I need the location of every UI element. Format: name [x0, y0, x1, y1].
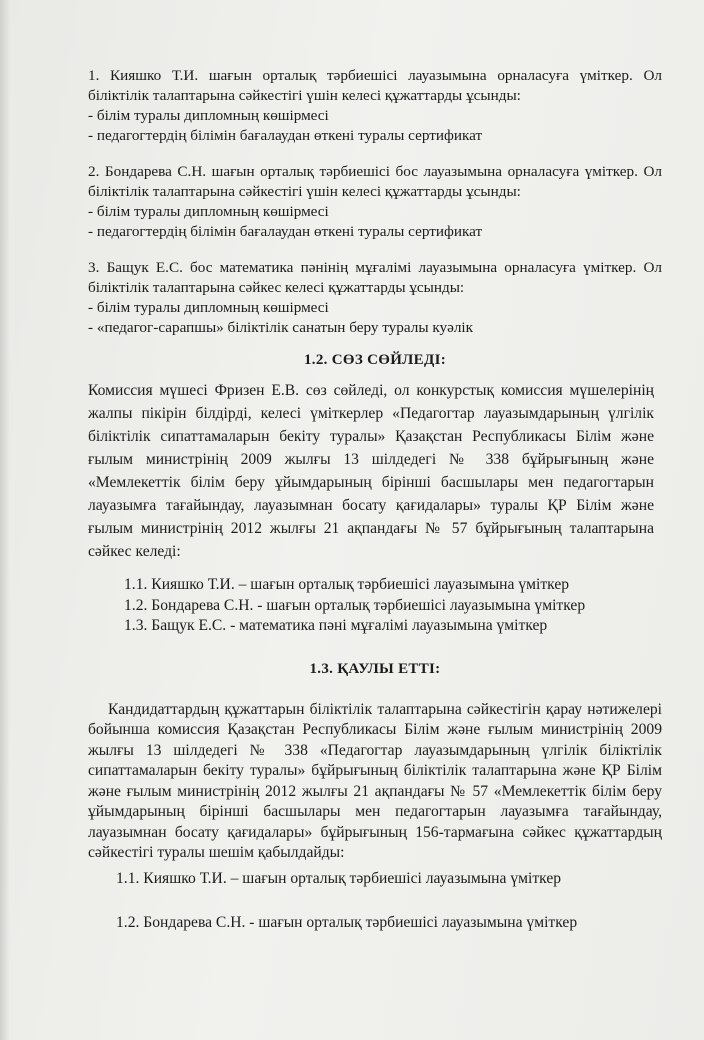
speech-paragraph: Комиссия мүшесі Фризен Е.В. сөз сөйледі, ол конкурстық комиссия мүшелерінің жалпы пікірін білдірді, келесі үміткерлер «Педагогтар лауазымдарының үлгілік біліктілік сипаттамаларын бекіту туралы» Қазақстан Республикасы Білім және ғылым министрінің 2009 жылғы 13 шілдедегі № 338 бұйрығының және «Мемлекеттік білім беру ұйымдарының бірінші басшылары мен педагогтарын лауазымға тағайындау, лауазымнан босату қағидалары» туралы ҚР Білім және ғылым министрінің 2012 жылғы 21 ақпандағы № 57 бұйрығының талаптарына сәйкес келеді: — [88, 382, 654, 560]
document-item: - білім туралы дипломның көшірмесі — [88, 203, 329, 220]
document-item: - педагогтердің білімін бағалаудан өткені туралы сертификат — [88, 223, 483, 240]
document-item: - білім туралы дипломның көшірмесі — [88, 107, 329, 124]
document-item: - педагогтердің білімін бағалаудан өткені туралы сертификат — [88, 127, 483, 144]
list-item: 1.1. Кияшко Т.И. – шағын орталық тәрбиешісі лауазымына үміткер — [124, 576, 570, 593]
candidate-intro: 1. Кияшко Т.И. шағын орталық тәрбиешісі лауазымына орналасуға үміткер. Ол біліктілік талаптарына сәйкестігі үшін келесі құжаттарды ұсынды: — [88, 67, 662, 104]
candidate-block-1 — [88, 66, 662, 146]
speech-candidate-list — [124, 575, 662, 637]
candidate-block-2 — [88, 162, 662, 242]
section-heading-speech: 1.2. СӨЗ СӨЙЛЕДІ: — [303, 352, 447, 368]
decision-result-1: 1.1. Кияшко Т.И. – шағын орталық тәрбиешісі лауазымына үміткер — [116, 869, 562, 887]
list-item: 1.2. Бондарева С.Н. - шағын орталық тәрбиешісі лауазымына үміткер — [124, 596, 586, 614]
section-heading-decision: 1.3. ҚАУЛЫ ЕТТІ: — [309, 660, 441, 677]
document-item: - білім туралы дипломның көшірмесі — [88, 299, 329, 316]
candidate-block-3 — [88, 258, 662, 338]
list-item: 1.3. Бащук Е.С. - математика пәні мұғалімі лауазымына үміткер — [124, 617, 548, 634]
candidate-intro: 2. Бондарева С.Н. шағын орталық тәрбиешісі бос лауазымына орналасуға үміткер. Ол біліктілік талаптарына сәйкестігі үшін келесі құжаттарды ұсынды: — [88, 163, 662, 200]
document-item: - «педагог-сарапшы» біліктілік санатын беру туралы куәлік — [88, 319, 474, 336]
decision-paragraph: Кандидаттардың құжаттарын біліктілік талаптарына сәйкестігін қарау нәтижелері бойынша комиссия Қазақстан Республикасы Білім және ғылым министрінің 2009 жылғы 13 шілдедегі № 338 «Педагогтар лауазымдарының үлгілік біліктілік сипаттамаларын бекіту туралы» бұйрығының біліктілік талаптарына және ҚР Білім және ғылым министрінің 2012 жылғы 21 ақпандағы № 57 «Мемлекеттік білім беру ұйымдарының бірінші басшылары мен педагогтарын лауазымға тағайындау, лауазымнан босату қағидалары» бұйрығының 156-тармағына сәйкес құжаттардың сәйкестігі туралы шешім қабылдайды: — [88, 700, 662, 861]
decision-result-2: 1.2. Бондарева С.Н. - шағын орталық тәрбиешісі лауазымына үміткер — [116, 913, 578, 931]
candidate-intro: 3. Бащук Е.С. бос математика пәнінің мұғалімі лауазымына орналасуға үміткер. Ол біліктілік талаптарына сәйкес келесі құжаттарды ұсынды: — [88, 259, 662, 296]
